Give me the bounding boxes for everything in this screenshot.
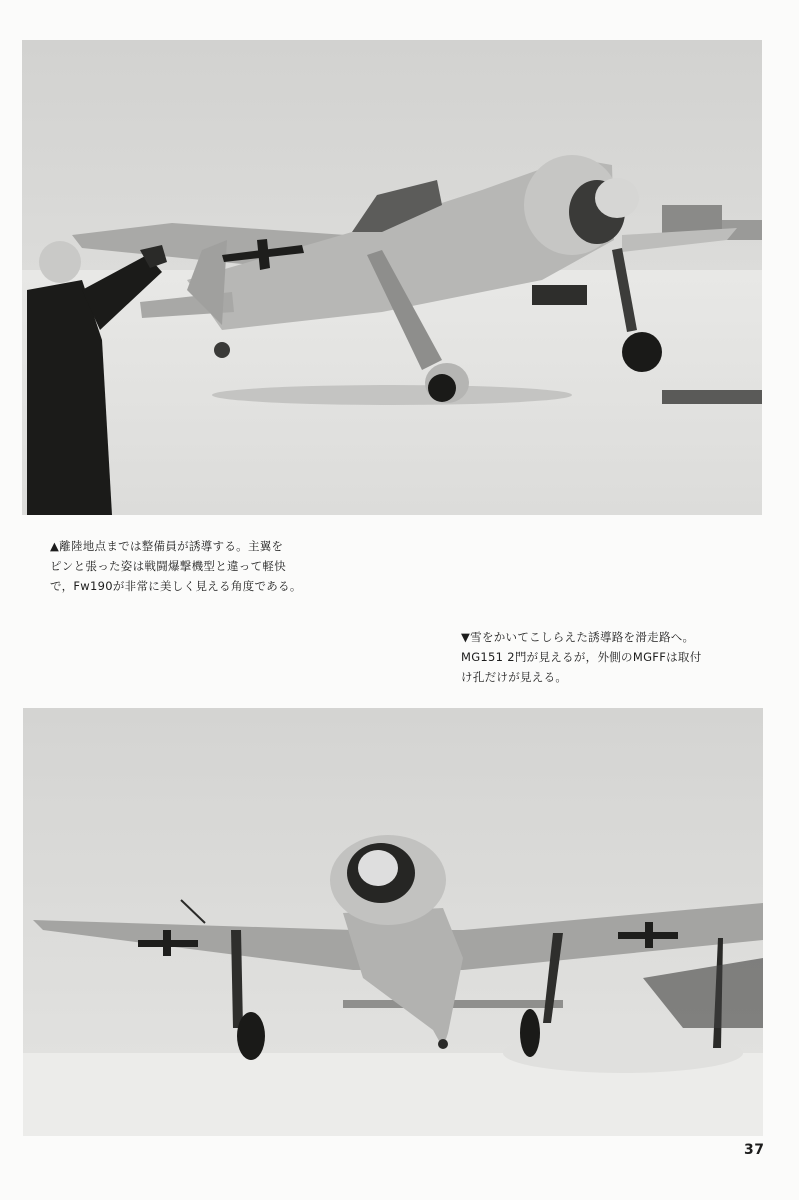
bottom-photo-caption [461, 627, 702, 687]
caption-line: ピンと張った姿は戦闘爆撃機型と違って軽快 [50, 559, 286, 573]
top-photo-caption [50, 536, 302, 596]
top-photo [22, 40, 762, 515]
caption-line: で，Fw190が非常に美しく見える角度である。 [50, 579, 302, 593]
caption-line: ▲離陸地点までは整備員が誘導する。主翼を [50, 539, 284, 553]
page-number: 37 [744, 1142, 765, 1158]
bottom-photo [23, 708, 763, 1136]
caption-line: ▼雪をかいてこしらえた誘導路を滑走路へ。 [461, 630, 695, 644]
caption-line: け孔だけが見える。 [461, 670, 568, 684]
caption-line: MG151 2門が見えるが，外側のMGFFは取付 [461, 650, 702, 664]
